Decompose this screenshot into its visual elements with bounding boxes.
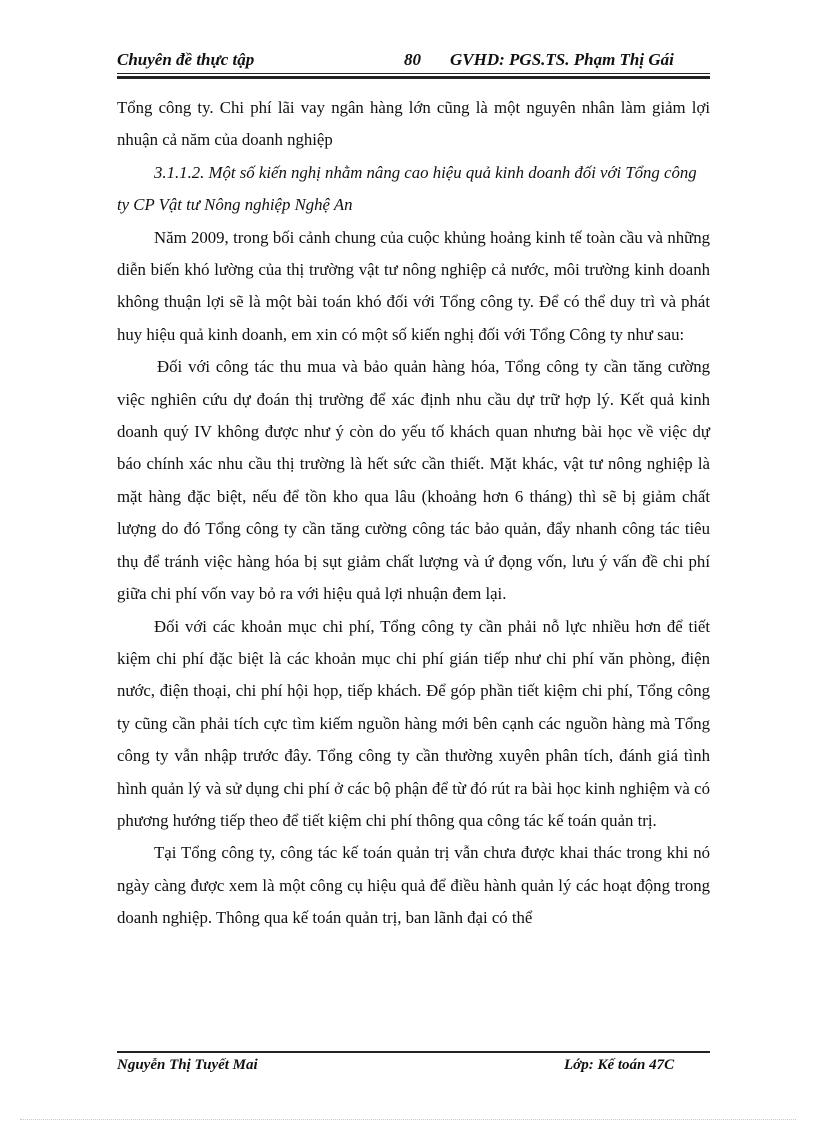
- footer-author: Nguyễn Thị Tuyết Mai: [117, 1057, 258, 1073]
- section-heading: 3.1.1.2. Một số kiến nghị nhằm nâng cao hiệu quả kinh doanh đối với Tổng công ty CP Vật tư Nông nghiệp Nghệ An: [117, 162, 697, 215]
- paragraph: Đối với các khoản mục chi phí, Tổng công ty cần phải nỗ lực nhiều hơn để tiết kiệm chi phí đặc biệt là các khoản mục chi phí gián tiếp như chi phí văn phòng, điện nước, điện thoại, chi phí hội họp, tiếp khách. Để góp phần tiết kiệm chi phí, Tổng công ty cũng cần phải tích cực tìm kiếm nguồn hàng mới bên cạnh các nguồn hàng mà Tổng công ty vẫn nhập trước đây. Tổng công ty cần thường xuyên phân tích, đánh giá tình hình quản lý và sử dụng chi phí ở các bộ phận để từ đó rút ra bài học kinh nghiệm và có phương hướng tiếp theo để tiết kiệm chi phí thông qua công tác kế toán quản trị.: [117, 616, 710, 830]
- header-document-title: Chuyên đề thực tập: [117, 50, 255, 69]
- header-advisor: GVHD: PGS.TS. Phạm Thị Gái: [450, 50, 674, 69]
- page-body: [117, 92, 710, 935]
- paragraph-continued: Tổng công ty. Chi phí lãi vay ngân hàng lớn cũng là một nguyên nhân làm giảm lợi nhuận cả năm của doanh nghiệp: [117, 98, 710, 150]
- paragraph: Tại Tổng công ty, công tác kế toán quản trị vẫn chưa được khai thác trong khi nó ngày càng được xem là một công cụ hiệu quả để điều hành quản lý các hoạt động trong doanh nghiệp. Thông qua kế toán quản trị, ban lãnh đại có thể: [117, 843, 710, 928]
- paragraph: Đối với công tác thu mua và bảo quản hàng hóa, Tổng công ty cần tăng cường việc nghiên cứu dự đoán thị trường để xác định nhu cầu dự trữ hợp lý. Kết quả kinh doanh quý IV không được như ý còn do yếu tố khách quan nhưng bài học về việc dự báo chính xác nhu cầu thị trường là hết sức cần thiết. Mặt khác, vật tư nông nghiệp là mặt hàng đặc biệt, nếu để tồn kho qua lâu (khoảng hơn 6 tháng) thì sẽ bị giảm chất lượng do đó Tổng công ty cần tăng cường công tác bảo quản, đẩy nhanh công tác tiêu thụ để tránh việc hàng hóa bị sụt giảm chất lượng và ứ đọng vốn, lưu ý vấn đề chi phí giữa chi phí vốn vay bỏ ra với hiệu quả lợi nhuận đem lại.: [117, 357, 710, 604]
- paragraph: Năm 2009, trong bối cảnh chung của cuộc khủng hoảng kinh tế toàn cầu và những diễn biến khó lường của thị trường vật tư nông nghiệp cả nước, môi trường kinh doanh không thuận lợi sẽ là một bài toán khó đối với Tổng công ty. Để có thể duy trì và phát huy hiệu quả kinh doanh, em xin có một số kiến nghị đối với Tổng Công ty như sau:: [117, 227, 710, 344]
- page-edge-divider: [20, 1119, 796, 1120]
- page-number: 80: [404, 50, 421, 69]
- header-rule: [117, 73, 710, 79]
- page-footer: [117, 1057, 710, 1079]
- footer-rule: [117, 1051, 710, 1053]
- page-header: [117, 50, 710, 74]
- footer-class: Lớp: Kế toán 47C: [564, 1057, 675, 1073]
